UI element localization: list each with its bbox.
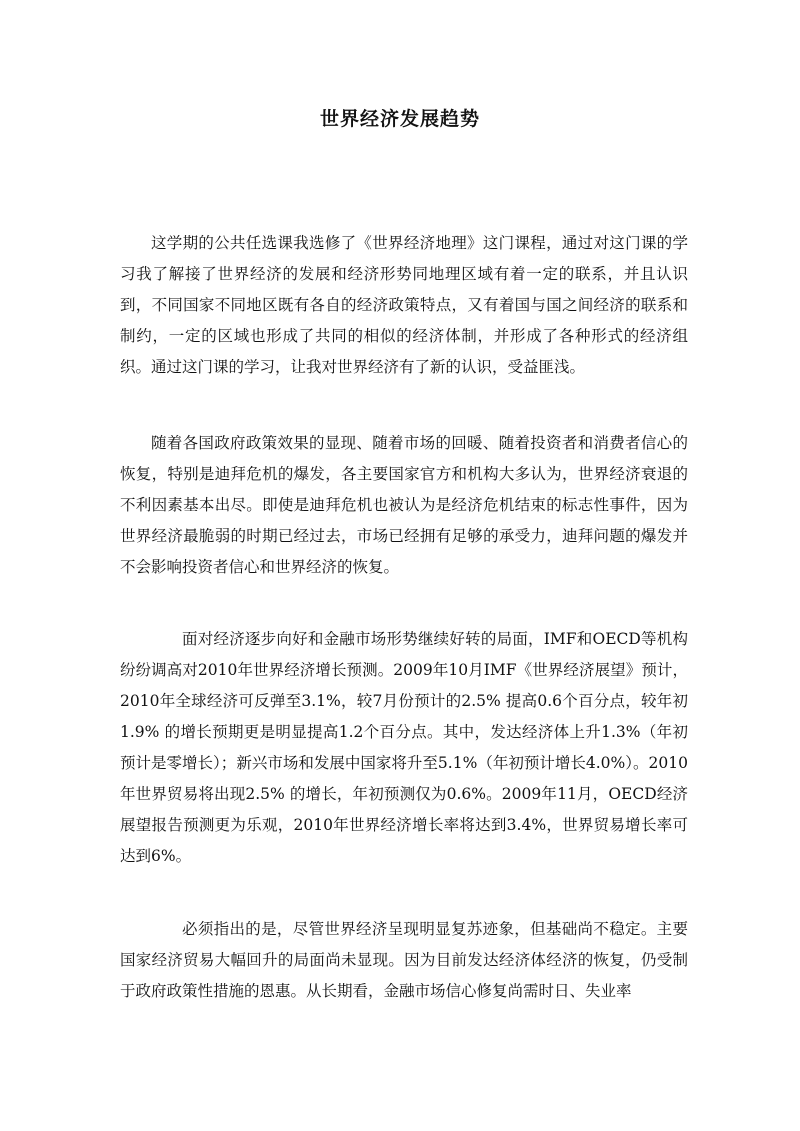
paragraph-2: 随着各国政府政策效果的显现、随着市场的回暖、随着投资者和消费者信心的恢复，特别是迪拜危机的爆发，各主要国家官方和机构大多认为，世界经济衰退的不利因素基本出尽。即使是迪拜危机也被认为是经济危机结束的标志性事件，因为世界经济最脆弱的时期已经过去，市场已经拥有足够的承受力，迪拜问题的爆发并不会影响投资者信心和世界经济的恢复。: [120, 434, 688, 576]
document-title: 世界经济发展趋势: [319, 108, 480, 130]
paragraph-4: 必须指出的是，尽管世界经济呈现明显复苏迹象，但基础尚不稳定。主要国家经济贸易大幅回升的局面尚未显现。因为目前发达经济体经济的恢复，仍受制于政府政策性措施的恩惠。从长期看，金融市场信心修复尚需时日、失业率: [120, 920, 688, 1000]
paragraph-1: 这学期的公共任选课我选修了《世界经济地理》这门课程，通过对这门课的学习我了解接了世界经济的发展和经济形势同地理区域有着一定的联系，并且认识到，不同国家不同地区既有各自的经济政策特点，又有着国与国之间经济的联系和制约，一定的区域也形成了共同的相似的经济体制，并形成了各种形式的经济组织。通过这门课的学习，让我对世界经济有了新的认识，受益匪浅。: [120, 234, 688, 376]
paragraph-3: 面对经济逐步向好和金融市场形势继续好转的局面，IMF和OECD等机构纷纷调高对2010年世界经济增长预测。2009年10月IMF《世界经济展望》预计，2010年全球经济可反弹至3.1%，较7月份预计的2.5% 提高0.6个百分点，较年初1.9% 的增长预期更是明显提高1.2个百分点。其中，发达经济体上升1.3%（年初预计是零增长）；新兴市场和发展中国家将升至5.1%（年初预计增长4.0%）。2010年世界贸易将出现2.5% 的增长，年初预测仅为0.6%。2009年11月，OECD经济展望报告预测更为乐观，2010年世界经济增长率将达到3.4%，世界贸易增长率可达到6%。: [120, 630, 688, 865]
